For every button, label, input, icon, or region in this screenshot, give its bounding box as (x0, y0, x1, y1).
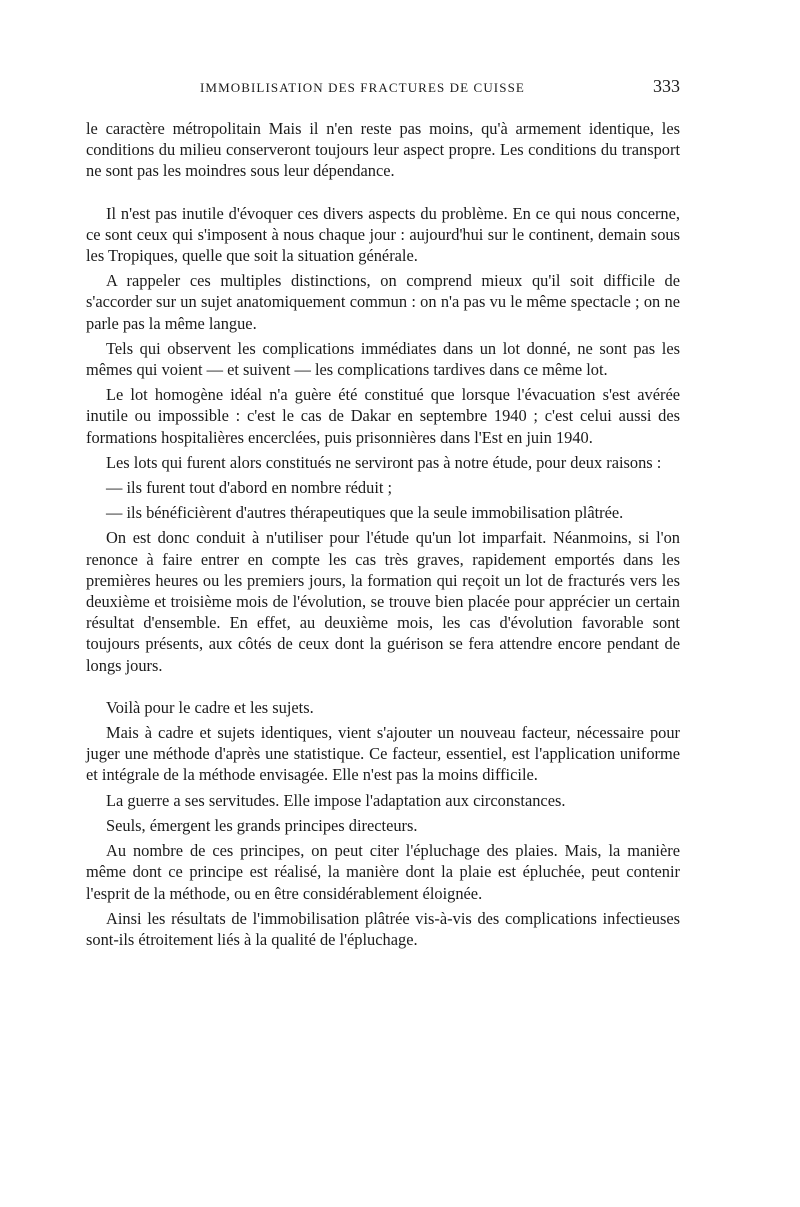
page-number: 333 (653, 76, 680, 96)
paragraph: Au nombre de ces principes, on peut citer l'épluchage des plaies. Mais, la manière même dont ce principe est réalisé, la manière dont la plaie est épluchée, peut contenir l'esprit de la méthode, ou en être considérablement éloignée. (86, 841, 680, 903)
paragraph: Le lot homogène idéal n'a guère été constitué que lorsque l'évacuation s'est avérée inutile ou impossible : c'est le cas de Dakar en septembre 1940 ; c'est celui aussi des formations hospitalières encerclées, puis prisonnières dans l'Est en juin 1940. (86, 385, 680, 447)
paragraph: A rappeler ces multiples distinctions, on comprend mieux qu'il soit difficile de s'accorder sur un sujet anatomiquement commun : on n'a pas vu le même spectacle ; on ne parle pas la même langue. (86, 271, 680, 333)
paragraph: Seuls, émergent les grands principes directeurs. (106, 815, 418, 835)
paragraph: On est donc conduit à n'utiliser pour l'étude qu'un lot imparfait. Néanmoins, si l'on renonce à faire entrer en compte les cas très graves, rapidement emportés dans les premières heures ou les premiers jours, la formation qui reçoit un lot de fracturés vers les deuxième et troisième mois de l'évolution, se trouve bien placée pour apprécier un certain résultat d'ensemble. En effet, au deuxième mois, les cas d'évolution favorable sont toujours présents, aux côtés de ceux dont la guérison se fera attendre encore pendant de longs jours. (86, 528, 680, 675)
paragraph: le caractère métropolitain Mais il n'en reste pas moins, qu'à armement identique, les conditions du milieu conserveront toujours leur aspect propre. Les conditions du transport ne sont pas les moindres sous leur dépendance. (86, 119, 680, 181)
paragraph: Tels qui observent les complications immédiates dans un lot donné, ne sont pas les mêmes qui voient — et suivent — les complications tardives dans ce même lot. (86, 338, 680, 380)
running-title: IMMOBILISATION DES FRACTURES DE CUISSE (200, 80, 525, 95)
list-item: — ils bénéficièrent d'autres thérapeutiques que la seule immobilisation plâtrée. (106, 503, 624, 523)
body-text (86, 118, 680, 954)
paragraph: La guerre a ses servitudes. Elle impose l'adaptation aux circonstances. (106, 790, 566, 810)
paragraph: Voilà pour le cadre et les sujets. (106, 697, 314, 717)
paragraph: Les lots qui furent alors constitués ne serviront pas à notre étude, pour deux raisons : (106, 452, 662, 472)
list-item: — ils furent tout d'abord en nombre réduit ; (106, 478, 393, 498)
paragraph: Ainsi les résultats de l'immobilisation plâtrée vis-à-vis des complications infectieuses sont-ils étroitement liés à la qualité de l'épluchage. (86, 908, 680, 949)
page-header (86, 76, 680, 100)
paragraph: Mais à cadre et sujets identiques, vient s'ajouter un nouveau facteur, nécessaire pour juger une méthode d'après une statistique. Ce facteur, essentiel, est l'application uniforme et intégrale de la méthode envisagée. Elle n'est pas la moins difficile. (86, 723, 680, 785)
paragraph: Il n'est pas inutile d'évoquer ces divers aspects du problème. En ce qui nous concerne, ce sont ceux qui s'imposent à nous chaque jour : aujourd'hui sur le continent, demain sous les Tropiques, quelle que soit la situation générale. (86, 203, 680, 266)
